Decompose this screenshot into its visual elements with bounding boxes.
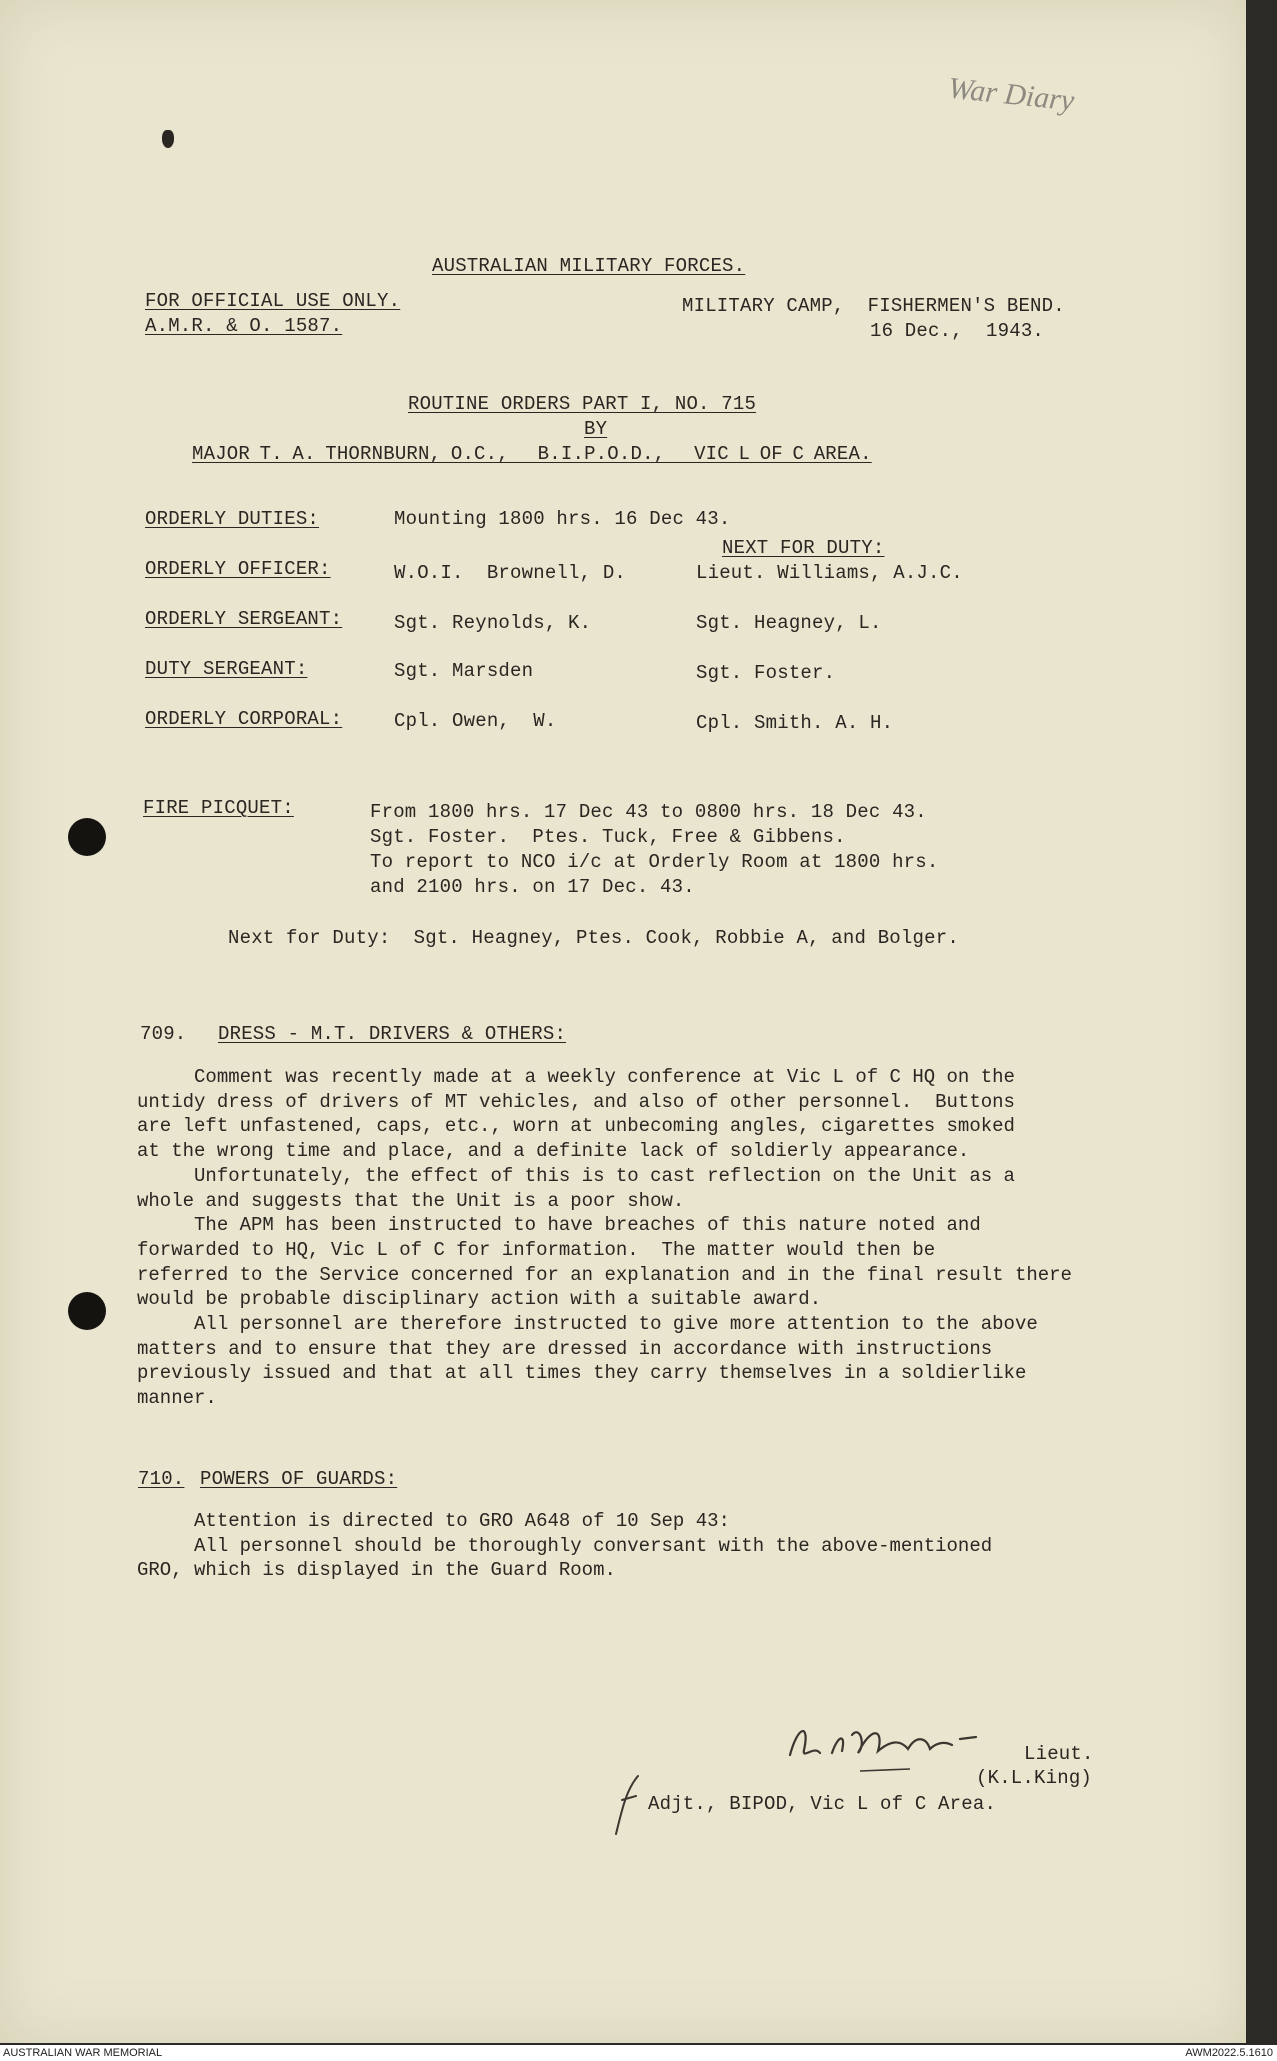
body-text-line: manner.: [137, 1387, 217, 1410]
org-heading: AUSTRALIAN MILITARY FORCES.: [432, 255, 746, 277]
duty-next: Cpl. Smith. A. H.: [696, 712, 894, 734]
body-text-line: Unfortunately, the effect of this is to cast reflection on the Unit as a: [137, 1164, 1015, 1187]
body-text-line: are left unfastened, caps, etc., worn at unbecoming angles, cigarettes smoked: [137, 1115, 1015, 1138]
signatory-appointment: Adjt., BIPOD, Vic L of C Area.: [648, 1793, 997, 1815]
duty-current: Sgt. Marsden: [394, 660, 534, 682]
duty-role: DUTY SERGEANT:: [145, 658, 308, 680]
section-709-number: 709.: [140, 1023, 187, 1045]
duties-label: ORDERLY DUTIES:: [145, 508, 320, 530]
section-710-heading: POWERS OF GUARDS:: [200, 1468, 398, 1490]
punch-hole: [68, 1292, 106, 1330]
duty-current: Sgt. Reynolds, K.: [394, 612, 592, 634]
section-710-number: 710.: [138, 1468, 185, 1490]
body-text-line: Attention is directed to GRO A648 of 10 Sep 43:: [137, 1510, 730, 1532]
body-text-line: GRO, which is displayed in the Guard Room.: [137, 1559, 616, 1581]
pin-mark: [162, 130, 174, 148]
handwritten-annotation: War Diary: [946, 71, 1076, 118]
body-text-line: untidy dress of drivers of MT vehicles, and also of other personnel. Buttons: [137, 1090, 1015, 1113]
archive-footer: [0, 2045, 1277, 2061]
duty-current: W.O.I. Brownell, D.: [394, 562, 627, 584]
duty-next: Sgt. Heagney, L.: [696, 612, 882, 634]
body-text-line: would be probable disciplinary action with a suitable award.: [137, 1288, 822, 1311]
section-709-heading: DRESS - M.T. DRIVERS & OTHERS:: [218, 1023, 567, 1045]
orders-issuer: MAJOR T. A. THORNBURN, O.C., B.I.P.O.D., VIC L OF C AREA.: [192, 443, 872, 465]
body-text-line: Comment was recently made at a weekly conference at Vic L of C HQ on the: [137, 1066, 1015, 1088]
orders-title: ROUTINE ORDERS PART I, NO. 715: [408, 393, 757, 415]
next-for-duty-header: NEXT FOR DUTY:: [722, 537, 885, 559]
amr-reference: A.M.R. & O. 1587.: [145, 315, 343, 337]
duty-current: Cpl. Owen, W.: [394, 710, 557, 732]
signatory-rank: Lieut.: [1024, 1743, 1094, 1765]
body-text-line: All personnel should be thoroughly conversant with the above-mentioned: [137, 1534, 993, 1557]
duty-role: ORDERLY OFFICER:: [145, 558, 331, 580]
duty-role: ORDERLY CORPORAL:: [145, 708, 343, 730]
duty-role: ORDERLY SERGEANT:: [145, 608, 343, 630]
fire-picquet-next: Next for Duty: Sgt. Heagney, Ptes. Cook, Robbie A, and Bolger.: [228, 927, 959, 949]
document-date: 16 Dec., 1943.: [870, 320, 1045, 342]
body-text-line: The APM has been instructed to have breaches of this nature noted and: [137, 1214, 981, 1237]
signatory-name: (K.L.King): [976, 1767, 1093, 1789]
body-text-line: referred to the Service concerned for an explanation and in the final result there: [137, 1263, 1072, 1286]
punch-hole: [68, 818, 106, 856]
duty-next: Sgt. Foster.: [696, 662, 836, 684]
archive-reference: AWM2022.5.1610: [1185, 2047, 1273, 2059]
fire-picquet-line: and 2100 hrs. on 17 Dec. 43.: [370, 876, 695, 898]
fire-picquet-line: To report to NCO i/c at Orderly Room at 1800 hrs.: [370, 851, 939, 873]
official-use-label: FOR OFFICIAL USE ONLY.: [145, 290, 401, 312]
duty-next: Lieut. Williams, A.J.C.: [696, 562, 963, 584]
body-text-line: at the wrong time and place, and a definite lack of soldierly appearance.: [137, 1140, 970, 1163]
fire-picquet-label: FIRE PICQUET:: [143, 797, 294, 819]
fire-picquet-line: Sgt. Foster. Ptes. Tuck, Free & Gibbens.: [370, 826, 846, 848]
body-text-line: forwarded to HQ, Vic L of C for information. The matter would then be: [137, 1238, 936, 1261]
orders-by: BY: [584, 418, 608, 440]
mounting-info: Mounting 1800 hrs. 16 Dec 43.: [394, 508, 731, 530]
body-text-line: previously issued and that at all times they carry themselves in a soldierlike: [137, 1362, 1027, 1385]
fire-picquet-line: From 1800 hrs. 17 Dec 43 to 0800 hrs. 18 Dec 43.: [370, 801, 927, 823]
body-text-line: matters and to ensure that they are dressed in accordance with instructions: [137, 1337, 993, 1360]
archive-name: AUSTRALIAN WAR MEMORIAL: [3, 2047, 163, 2059]
body-text-line: All personnel are therefore instructed to give more attention to the above: [137, 1313, 1038, 1335]
camp-location: MILITARY CAMP, FISHERMEN'S BEND.: [682, 295, 1065, 317]
signature-flourish: [608, 1770, 648, 1840]
body-text-line: whole and suggests that the Unit is a poor show.: [137, 1189, 685, 1212]
